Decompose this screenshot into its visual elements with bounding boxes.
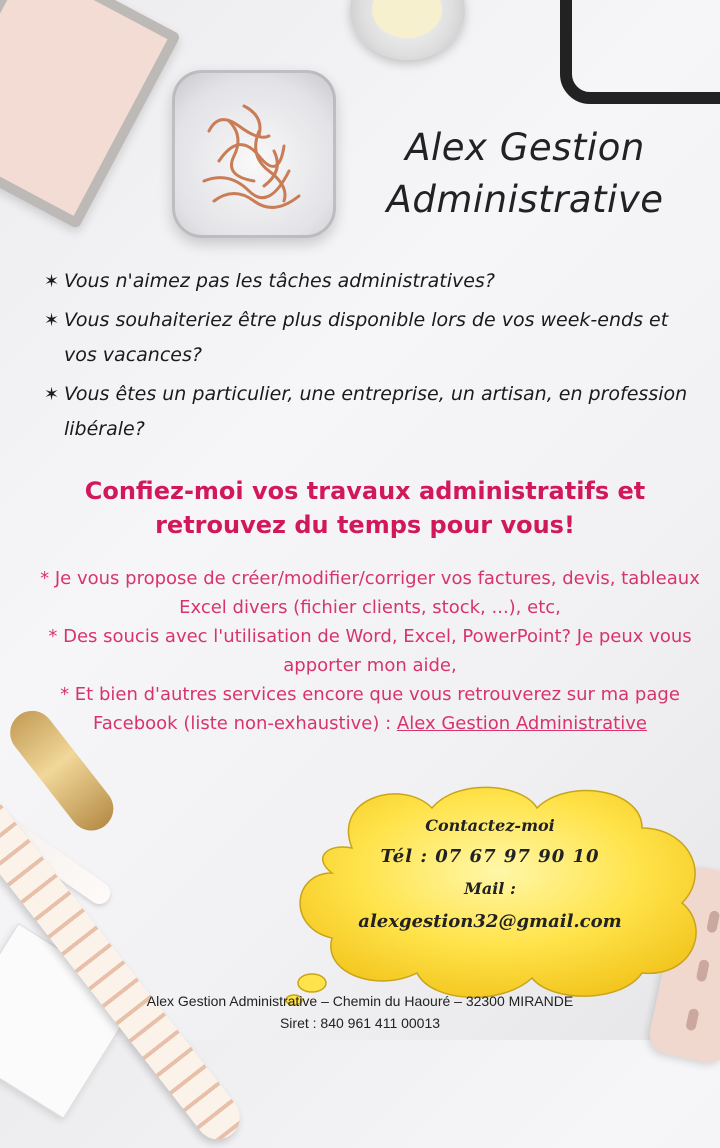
star-bullet-icon: ✶ [44, 384, 60, 405]
headline [40, 474, 690, 542]
headline-line-1: Confiez-moi vos travaux administratifs et [84, 477, 646, 505]
paperclip-jar-image [172, 70, 336, 238]
question-list [40, 264, 700, 451]
question-text: Vous n'aimez pas les tâches administratives? [64, 270, 495, 292]
service-item-2: * Des soucis avec l'utilisation de Word, Excel, PowerPoint? Je peux vous apporter mon aide, [48, 626, 692, 676]
title-line-1: Alex Gestion [405, 126, 645, 169]
question-item [40, 264, 700, 299]
service-item-3-text: * Et bien d'autres services encore que vous retrouverez sur ma page Facebook (liste non-exhaustive) : [60, 684, 680, 734]
page-title [350, 122, 700, 226]
contact-email[interactable]: alexgestion32@gmail.com [358, 911, 622, 932]
contact-phone[interactable]: Tél : 07 67 97 90 10 [380, 846, 600, 867]
headline-line-2: retrouvez du temps pour vous! [155, 511, 575, 539]
services-list [40, 564, 700, 738]
service-item-1: * Je vous propose de créer/modifier/corriger vos factures, devis, tableaux Excel divers (fichier clients, stock, ...), etc, [40, 568, 700, 618]
footer-address: Alex Gestion Administrative – Chemin du Haouré – 32300 MIRANDE [146, 993, 574, 1009]
question-item [40, 377, 700, 447]
title-line-2: Administrative [386, 178, 664, 221]
footer [0, 990, 720, 1034]
star-bullet-icon: ✶ [44, 310, 60, 331]
star-bullet-icon: ✶ [44, 271, 60, 292]
jar-lid-decoration [350, 0, 465, 60]
contact-title: Contactez-moi [425, 816, 555, 835]
facebook-page-link[interactable]: Alex Gestion Administrative [396, 713, 647, 734]
question-text: Vous êtes un particulier, une entreprise, un artisan, en profession libérale? [64, 383, 688, 440]
question-item [40, 303, 700, 373]
footer-siret: Siret : 840 961 411 00013 [279, 1015, 441, 1031]
paperclips-icon [189, 91, 319, 221]
notebook-decoration [0, 0, 181, 229]
glasses-decoration [560, 0, 720, 104]
service-item-3 [40, 680, 700, 738]
contact-block [320, 812, 660, 940]
question-text: Vous souhaiteriez être plus disponible lors de vos week-ends et vos vacances? [64, 309, 669, 366]
contact-mail-label: Mail : [464, 879, 516, 898]
